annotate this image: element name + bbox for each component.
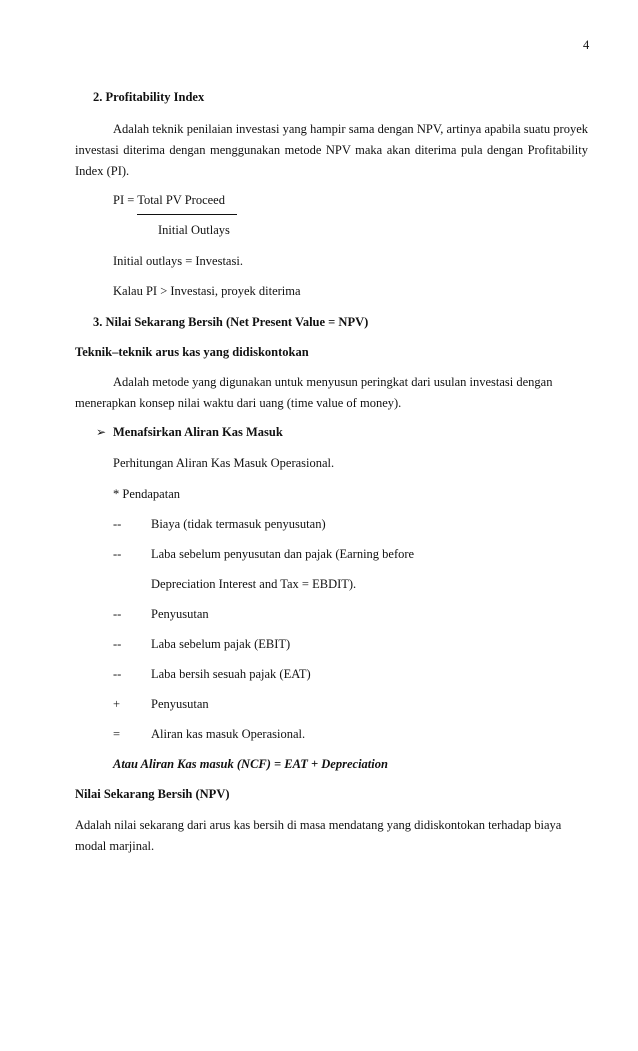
npv-heading: 3. Nilai Sekarang Bersih (Net Present Value = NPV)	[93, 315, 369, 329]
npv-paragraph-line-1: Adalah metode yang digunakan untuk menyusun peringkat dari usulan investasi dengan	[113, 375, 553, 389]
pi-heading: 2. Profitability Index	[93, 90, 205, 104]
cash-inflow-heading: Menafsirkan Aliran Kas Masuk	[113, 425, 283, 439]
step-text: Penyusutan	[151, 607, 209, 621]
step-text: Laba sebelum penyusutan dan pajak (Earning before	[151, 547, 415, 561]
npv-paragraph-line-2: menerapkan konsep nilai waktu dari uang (time value of money).	[75, 396, 402, 410]
pi-note-outlays: Initial outlays = Investasi.	[113, 254, 243, 268]
calc-title: Perhitungan Aliran Kas Masuk Operasional.	[113, 456, 335, 470]
step-text: Penyusutan	[151, 697, 209, 711]
step-text: Biaya (tidak termasuk penyusutan)	[151, 517, 326, 531]
step-sign: --	[113, 517, 122, 531]
step-sign: +	[113, 697, 121, 711]
step-text: Aliran kas masuk Operasional.	[151, 727, 306, 741]
ncf-formula: Atau Aliran Kas masuk (NCF) = EAT + Depreciation	[113, 757, 388, 771]
pi-formula-numerator: PI = Total PV Proceed	[113, 193, 225, 207]
npv-definition-line-2: modal marjinal.	[75, 839, 155, 853]
step-sign: --	[113, 667, 122, 681]
npv-definition-line-1: Adalah nilai sekarang dari arus kas bersih di masa mendatang yang didiskontokan terhadap biaya	[75, 818, 562, 832]
pi-paragraph-line-2: investasi diterima dengan menggunakan metode NPV maka akan diterima pula dengan Profitability	[75, 143, 588, 157]
step-text: Depreciation Interest and Tax = EBDIT).	[151, 577, 357, 591]
pi-paragraph-line-1: Adalah teknik penilaian investasi yang hampir sama dengan NPV, artinya apabila suatu proyek	[113, 122, 588, 136]
pi-note-accept: Kalau PI > Investasi, proyek diterima	[113, 284, 301, 298]
step-sign: --	[113, 607, 122, 621]
step-sign: --	[113, 637, 122, 651]
step-sign: =	[113, 727, 121, 741]
page-number: 4	[583, 38, 590, 52]
fraction-bar	[137, 214, 237, 215]
step-text: Laba bersih sesuah pajak (EAT)	[151, 667, 311, 681]
step-text: Laba sebelum pajak (EBIT)	[151, 637, 291, 651]
revenue-line: * Pendapatan	[113, 487, 180, 501]
pi-formula-denominator: Initial Outlays	[158, 223, 230, 237]
npv-definition-heading: Nilai Sekarang Bersih (NPV)	[75, 787, 230, 801]
npv-subheading: Teknik–teknik arus kas yang didiskontokan	[75, 345, 309, 359]
step-sign: --	[113, 547, 122, 561]
pi-paragraph-line-3: Index (PI).	[75, 164, 130, 178]
arrow-bullet-icon: ➢	[96, 425, 107, 439]
